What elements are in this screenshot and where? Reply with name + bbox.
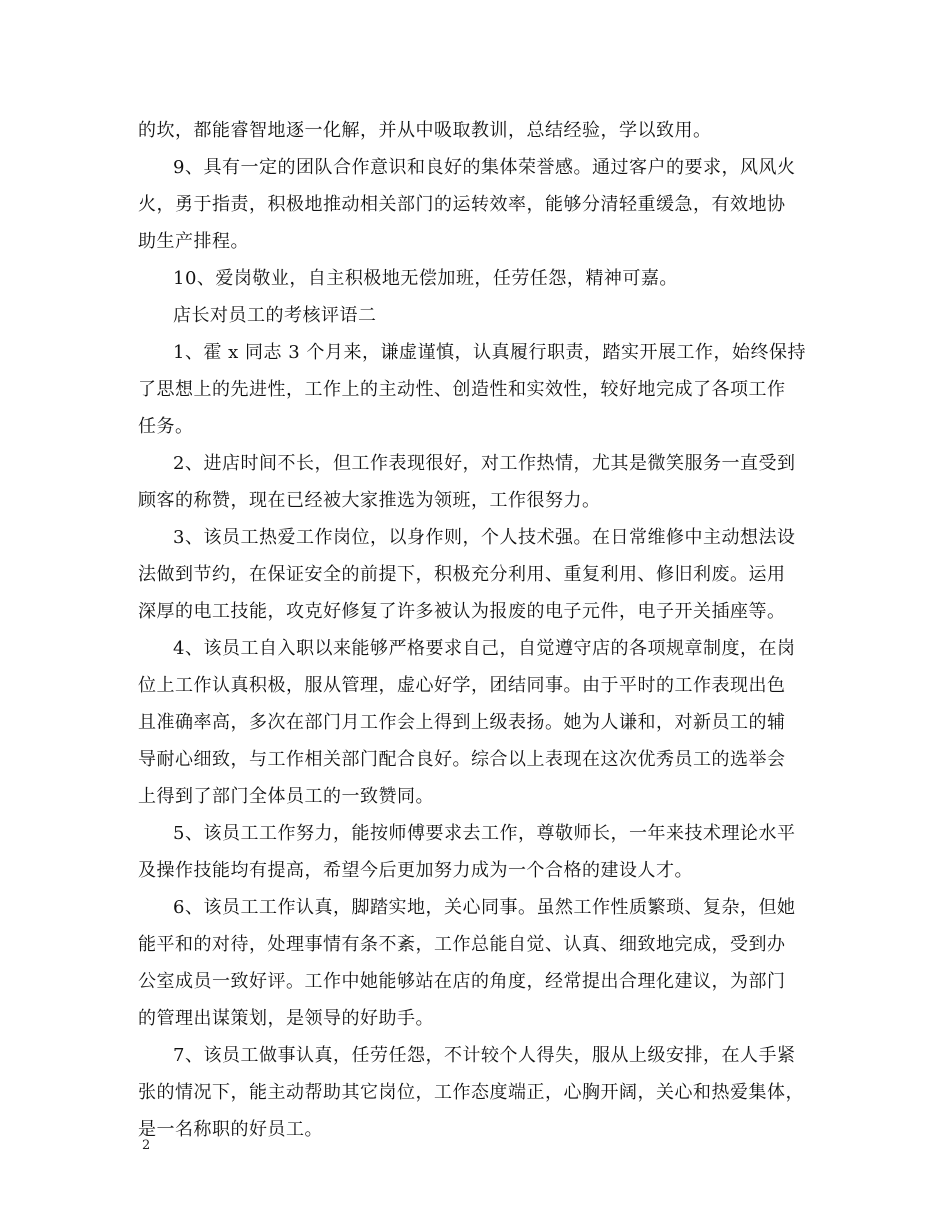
text-line: 7、该员工做事认真，任劳任怨，不计较个人得失，服从上级安排，在人手紧 xyxy=(173,1045,796,1066)
text-line: 10、爱岗敬业，自主积极地无偿加班，任劳任怨，精神可嘉。 xyxy=(173,268,678,289)
text-line: 是一名称职的好员工。 xyxy=(138,1119,323,1140)
page-number: 2 xyxy=(142,1138,151,1153)
text-line: 了思想上的先进性，工作上的主动性、创造性和实效性，较好地完成了各项工作 xyxy=(138,379,786,400)
document-body xyxy=(138,112,814,1148)
text-line: 及操作技能均有提高，希望今后更加努力成为一个合格的建设人才。 xyxy=(138,860,693,881)
text-line: 且准确率高，多次在部门月工作会上得到上级表扬。她为人谦和，对新员工的辅 xyxy=(138,712,786,733)
text-line: 3、该员工热爱工作岗位，以身作则，个人技术强。在日常维修中主动想法设 xyxy=(173,527,796,548)
text-line: 5、该员工工作努力，能按师傅要求去工作，尊敬师长，一年来技术理论水平 xyxy=(173,823,796,844)
text-line: 的管理出谋策划，是领导的好助手。 xyxy=(138,1008,434,1029)
text-line: 法做到节约，在保证安全的前提下，积极充分利用、重复利用、修旧利废。运用 xyxy=(138,564,786,585)
text-line: 张的情况下，能主动帮助其它岗位，工作态度端正，心胸开阔，关心和热爱集体， xyxy=(138,1082,804,1103)
text-line: 深厚的电工技能，攻克好修复了许多被认为报废的电子元件，电子开关插座等。 xyxy=(138,601,786,622)
text-line: 4、该员工自入职以来能够严格要求自己，自觉遵守店的各项规章制度，在岗 xyxy=(173,638,796,659)
text-line: 助生产排程。 xyxy=(138,231,249,252)
text-line: 导耐心细致，与工作相关部门配合良好。综合以上表现在这次优秀员工的选举会 xyxy=(138,749,786,770)
text-line: 顾客的称赞，现在已经被大家推选为领班，工作很努力。 xyxy=(138,490,601,511)
text-line: 9、具有一定的团队合作意识和良好的集体荣誉感。通过客户的要求，风风火 xyxy=(173,157,796,178)
text-line: 能平和的对待，处理事情有条不紊，工作总能自觉、认真、细致地完成，受到办 xyxy=(138,934,786,955)
text-line: 店长对员工的考核评语二 xyxy=(173,305,377,326)
text-line: 6、该员工工作认真，脚踏实地，关心同事。虽然工作性质繁琐、复杂，但她 xyxy=(173,897,796,918)
text-line: 的坎，都能睿智地逐一化解，并从中吸取教训，总结经验，学以致用。 xyxy=(138,120,712,141)
text-line: 上得到了部门全体员工的一致赞同。 xyxy=(138,786,434,807)
text-line: 任务。 xyxy=(138,416,194,437)
text-line: 1、霍 x 同志 3 个月来，谦虚谨慎，认真履行职责，踏实开展工作，始终保持 xyxy=(173,342,806,363)
text-line: 位上工作认真积极，服从管理，虚心好学，团结同事。由于平时的工作表现出色 xyxy=(138,675,786,696)
text-line: 公室成员一致好评。工作中她能够站在店的角度，经常提出合理化建议，为部门 xyxy=(138,971,786,992)
text-line: 2、进店时间不长，但工作表现很好，对工作热情，尤其是微笑服务一直受到 xyxy=(173,453,796,474)
text-line: 火，勇于指责，积极地推动相关部门的运转效率，能够分清轻重缓急，有效地协 xyxy=(138,194,786,215)
